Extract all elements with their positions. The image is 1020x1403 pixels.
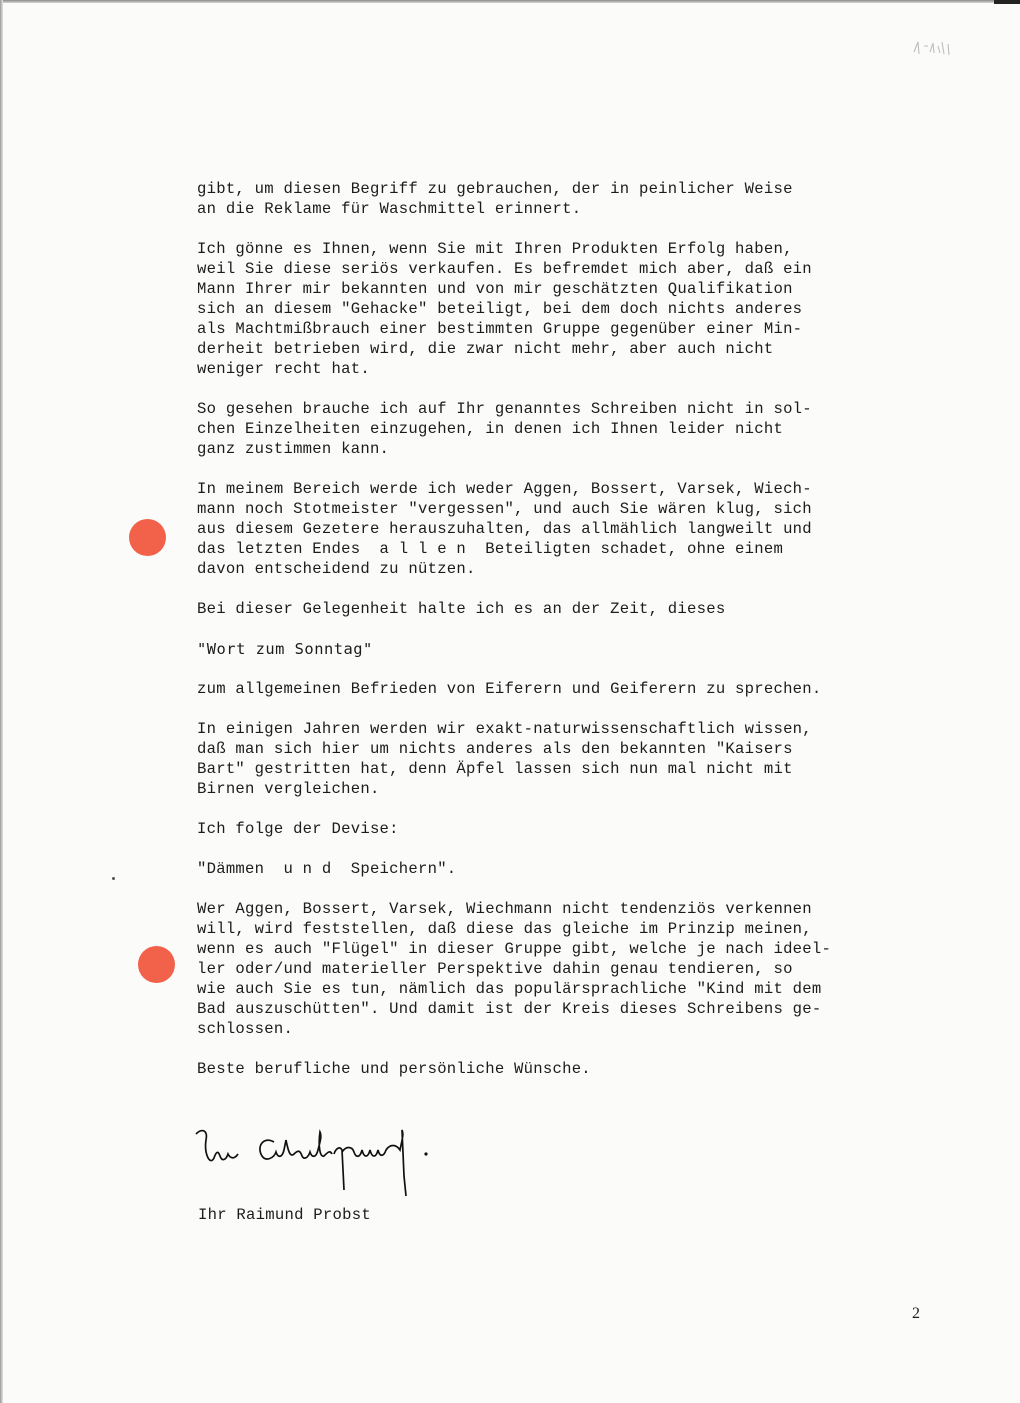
paragraph: In einigen Jahren werden wir exakt-naturwissenschaftlich wissen, daß man sich hier um nichts anderes als den bekannten "Kaisers Bart" gestritten hat, denn Äpfel lassen sich nun mal nicht mit Birnen vergleichen. (197, 720, 812, 798)
paragraph: gibt, um diesen Begriff zu gebrauchen, der in peinlicher Weise an die Reklame für Waschmittel erinnert. (197, 180, 793, 218)
red-marker-dot (129, 519, 166, 556)
red-marker-dot (138, 946, 175, 983)
quoted-title: "Wort zum Sonntag" (197, 640, 373, 658)
paragraph: Ich folge der Devise: (197, 820, 399, 838)
paragraph: In meinem Bereich werde ich weder Aggen, Bossert, Varsek, Wiech- mann noch Stotmeister "vergessen", und auch Sie wären klug, sich aus diesem Gezetere herauszuhalten, das allmählich langweilt und das letzten Endes a l l e n Beteiligten schadet, ohne einem davon entscheidend zu nützen. (197, 480, 812, 578)
letter-body (197, 179, 877, 1079)
page-number: 2 (912, 1305, 920, 1322)
paragraph: Ich gönne es Ihnen, wenn Sie mit Ihren Produkten Erfolg haben, weil Sie diese seriös verkaufen. Es befremdet mich aber, daß ein Mann Ihrer mir bekannten und von mir geschätzten Qualifikation sich an diesem "Gehacke" beteiligt, bei dem doch nichts anderes als Machtmißbrauch einer bestimmten Gruppe gegenüber einer Min- derheit betrieben wird, die zwar nicht mehr, aber auch nicht weniger recht hat. (197, 240, 812, 378)
handwritten-signature (190, 1120, 450, 1200)
pencil-annotation (912, 38, 956, 62)
motto: "Dämmen u n d Speichern". (197, 860, 457, 878)
paper-speck (112, 877, 115, 880)
signature-drawing (190, 1120, 450, 1200)
corner-mark (994, 0, 1020, 4)
paragraph: Wer Aggen, Bossert, Varsek, Wiechmann nicht tendenziös verkennen will, wird feststellen, daß diese das gleiche im Prinzip meinen, wenn es auch "Flügel" in dieser Gruppe gibt, welche je nach ideel- ler oder/und materieller Perspektive dahin genau tendieren, so wie auch Sie es tun, nämlich das populärsprachliche "Kind mit dem Bad auszuschütten". Und damit ist der Kreis dieses Schreibens ge- schlossen. (197, 900, 832, 1038)
sender-name: Ihr Raimund Probst (198, 1206, 371, 1224)
page-left-edge (0, 0, 3, 1403)
closing-line: Beste berufliche und persönliche Wünsche. (197, 1060, 591, 1078)
paragraph: Bei dieser Gelegenheit halte ich es an der Zeit, dieses (197, 600, 726, 618)
page-top-edge (0, 0, 1020, 3)
paragraph: So gesehen brauche ich auf Ihr genanntes Schreiben nicht in sol- chen Einzelheiten einzugehen, in denen ich Ihnen leider nicht ganz zustimmen kann. (197, 400, 812, 458)
paragraph: zum allgemeinen Befrieden von Eiferern und Geiferern zu sprechen. (197, 680, 822, 698)
pencil-scribble (912, 38, 956, 58)
